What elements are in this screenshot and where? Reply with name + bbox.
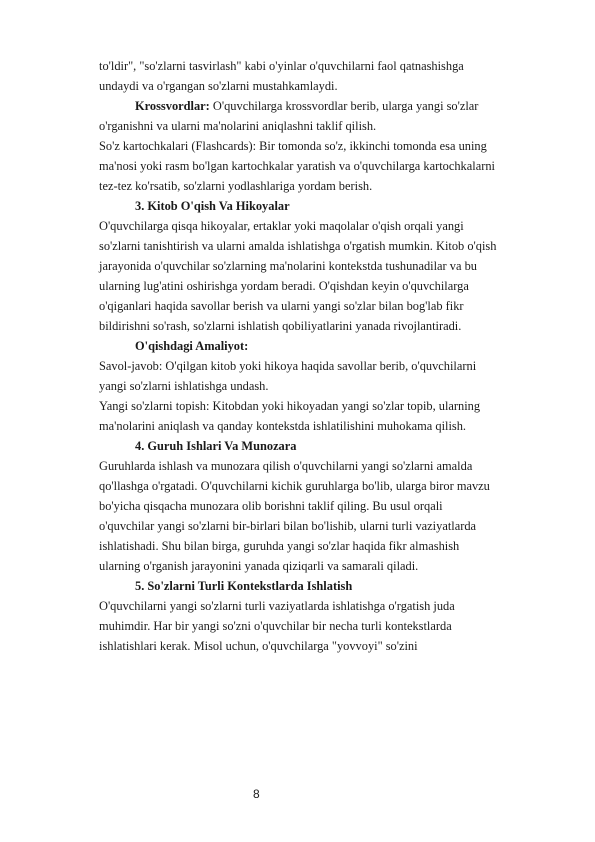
- section-heading-3: 3. Kitob O'qish Va Hikoyalar: [135, 199, 290, 213]
- paragraph-line: O'quvchilarni yangi so'zlarni turli vaziyatlarda ishlatishga o'rgatish juda: [99, 599, 455, 613]
- paragraph-line: ma'nolarini aniqlash va qanday kontekstda ishlatilishini muhokama qilish.: [99, 419, 467, 433]
- subheading-reading-practice: O'qishdagi Amaliyot:: [135, 339, 249, 353]
- crossword-line: [99, 96, 551, 116]
- paragraph-line: Yangi so'zlarni topish: Kitobdan yoki hikoyadan yangi so'zlar topib, ularning: [99, 399, 481, 413]
- paragraph-line: to'ldir", "so'zlarni tasvirlash" kabi o'yinlar o'quvchilarni faol qatnashishga: [99, 59, 464, 73]
- paragraph-line: ma'nosi yoki rasm bo'lgan kartochkalar yaratish va o'quvchilarga kartochkalarni: [99, 159, 495, 173]
- paragraph-line: Savol-javob: O'qilgan kitob yoki hikoya haqida savollar berib, o'quvchilarni: [99, 359, 477, 373]
- page-number: 8: [253, 787, 260, 801]
- paragraph-line: So'z kartochkalari (Flashcards): Bir tomonda so'z, ikkinchi tomonda esa uning: [99, 139, 487, 153]
- paragraph-line: o'qiganlari haqida savollar berish va ularni yangi so'zlar bilan bog'lab fikr: [99, 299, 464, 313]
- crossword-text: O'quvchilarga krossvordlar berib, ularga yangi so'zlar: [212, 99, 479, 113]
- paragraph-line: muhimdir. Har bir yangi so'zni o'quvchilar bir necha turli kontekstlarda: [99, 619, 452, 633]
- paragraph-line: qo'llashga o'rgatadi. O'quvchilarni kichik guruhlarga bo'lib, ularga biror mavzu: [99, 479, 490, 493]
- paragraph-line: jarayonida o'quvchilar so'zlarning ma'nolarini kontekstda tushunadilar va bu: [99, 259, 477, 273]
- paragraph-line: O'quvchilarga qisqa hikoyalar, ertaklar yoki maqolalar o'qish orqali yangi: [99, 219, 464, 233]
- paragraph-line: bo'yicha qisqacha munozara olib borishni taklif qiling. Bu usul orqali: [99, 499, 443, 513]
- paragraph-line: ularning lug'atini oshirishga yordam beradi. O'qishdan keyin o'quvchilarga: [99, 279, 469, 293]
- document-body: [99, 56, 551, 656]
- paragraph-line: ishlatishlari kerak. Misol uchun, o'quvchilarga "yovvoyi" so'zini: [99, 639, 418, 653]
- paragraph-line: bildirishni so'rash, so'zlarni ishlatish qobiliyatlarini yanada rivojlantiradi.: [99, 319, 462, 333]
- paragraph-line: ularning o'rganish jarayonini yanada qiziqarli va samarali qiladi.: [99, 559, 419, 573]
- crossword-lead: Krossvordlar:: [135, 99, 210, 113]
- paragraph-line: undaydi va o'rgangan so'zlarni mustahkamlaydi.: [99, 79, 338, 93]
- section-heading-5: 5. So'zlarni Turli Kontekstlarda Ishlatish: [135, 579, 353, 593]
- paragraph-line: so'zlarni tanishtirish va ularni amalda ishlatishga o'rgatish mumkin. Kitob o'qish: [99, 239, 497, 253]
- paragraph-line: ishlatishadi. Shu bilan birga, guruhda yangi so'zlar haqida fikr almashish: [99, 539, 460, 553]
- paragraph-line: tez-tez ko'rsatib, so'zlarni yodlashlariga yordam berish.: [99, 179, 373, 193]
- paragraph-line: Guruhlarda ishlash va munozara qilish o'quvchilarni yangi so'zlarni amalda: [99, 459, 473, 473]
- section-heading-4: 4. Guruh Ishlari Va Munozara: [135, 439, 297, 453]
- paragraph-line: o'rganishni va ularni ma'nolarini aniqlashni taklif qilish.: [99, 119, 377, 133]
- paragraph-line: o'quvchilar yangi so'zlarni bir-birlari bilan bo'lishib, ularni turli vaziyatlarda: [99, 519, 477, 533]
- paragraph-line: yangi so'zlarni ishlatishga undash.: [99, 379, 269, 393]
